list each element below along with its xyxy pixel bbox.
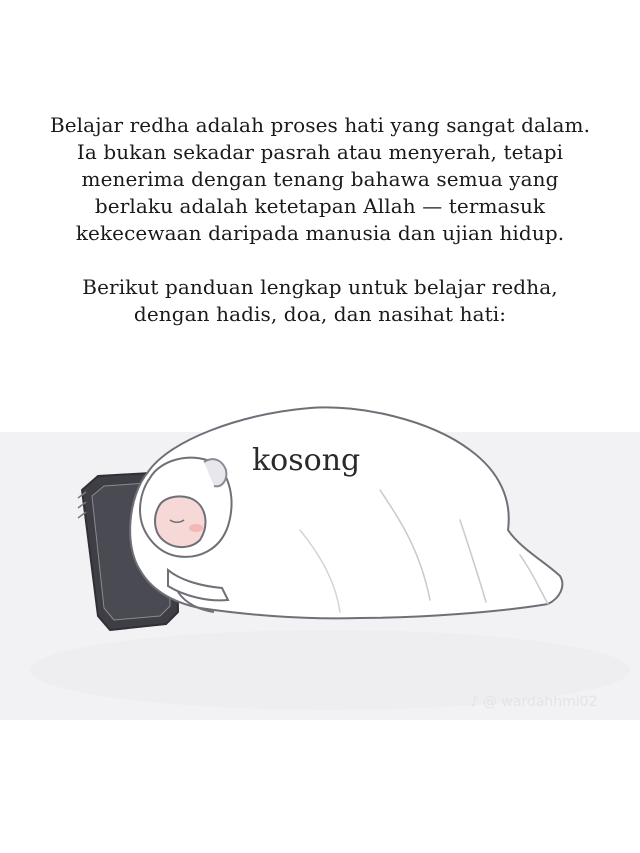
caption-line: menerima dengan tenang bahawa semua yang — [81, 167, 559, 191]
praying-figure-illustration — [0, 380, 640, 720]
watermark — [470, 694, 597, 710]
caption-line: Ia bukan sekadar pasrah atau menyerah, tetapi — [76, 140, 564, 164]
caption-line: Belajar redha adalah proses hati yang sangat dalam. — [49, 113, 591, 137]
overlay-word-text: kosong — [252, 443, 361, 478]
caption-line: dengan hadis, doa, dan nasihat hati: — [133, 302, 507, 326]
caption-paragraph-1 — [0, 112, 640, 247]
caption-text — [0, 112, 640, 328]
caption-paragraph-2 — [0, 274, 640, 328]
caption-line: kekecewaan daripada manusia dan ujian hidup. — [75, 221, 565, 245]
watermark-text: @ wardahhmi02 — [482, 694, 598, 710]
caption-line: berlaku adalah ketetapan Allah — termasuk — [94, 194, 546, 218]
caption-line: Berikut panduan lengkap untuk belajar redha, — [82, 275, 558, 299]
tiktok-icon: ♪ — [470, 694, 479, 710]
head — [140, 458, 231, 557]
